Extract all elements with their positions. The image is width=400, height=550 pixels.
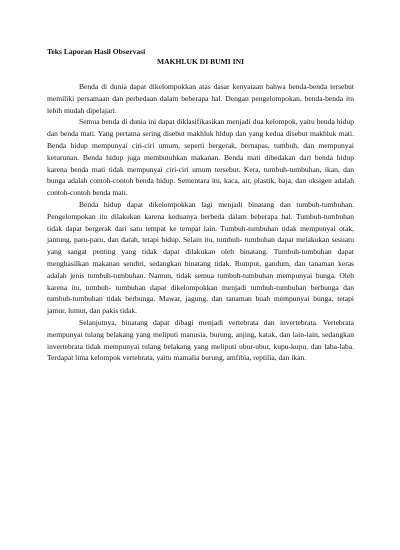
paragraph-1: Benda di dunia dapat dikelompokkan atas dasar kenyataan bahwa benda-benda tersebut memiliki persamaan dan perbedaan dalam beberapa hal. Dengan pengelompokan, benda-benda itu lebih mudah dipelajari. xyxy=(47,82,354,115)
document-label: Teks Laporan Hasil Observasi xyxy=(47,47,146,56)
paragraph-2: Semua benda di dunia ini dapat diklasifikasikan menjadi dua kelompok, yaitu benda hidup dan benda mati. Yang pertama sering disebut makhluk hidup dan yang kedua disebut makhluk mati. Benda hidup mempunyai ciri-ciri umum, seperti bergerak, bernapas, tumbuh, dan mempunyai keturunan. Benda hidup juga membutuhkan makanan. Benda mati dibedakan dari benda hidup karena benda mati tidak mempunyai ciri-ciri umum tersebut. Kera, tumbuh-tumbuhan, ikan, dan bunga adalah contoh-contoh benda hidup. Sementara itu, kaca, air, plastik, baja, dan oksigen adalah contoh-contoh benda mati. xyxy=(47,117,354,198)
paragraph-4: Selanjutnya, binatang dapat dibagi menjadi vertebrata dan invertebrata. Vertebrata mempunyai tulang belakang yang meliputi manusia, burung, anjing, katak, dan lain-lain, sedangkan invertebrata tidak mempunyai tulang belakang yang meliputi ubur-ubur, kupu-kupu, dan laba-laba. Terdapat lima kelompok vertebrata, yaitu mamalia burung, amfibia, reptilia, dan ikan. xyxy=(47,317,354,363)
paragraph-3: Benda hidup dapat dikelompokkan lagi menjadi binatang dan tumbuh-tumbuhan. Pengelompokan itu dilakukan karena keduanya berbeda dalam beberapa hal. Tumbuh-tumbuhan tidak dapat bergerak dari satu tempat ke tempat lain. Tumbuh-tumbuhan tidak mempunyai otak, jantung, paru-paru, dan darah, tetapi hidup. Selain itu, tumbuh- tumbuhan dapat melakukan sesuatu yang sangat penting yang tidak dapat dilakukan oleh binatang. Tumbuh-tumbuhan dapat menghasilkan makanan sendiri, sedangkan binatang tidak. Rumput, gandum, dan tanaman keras adalah jenis tumbuh-tumbuhan. Namun, tidak semua tumbuh-tumbuhan mempunyai bunga. Oleh karena itu, tumbuh- tumbuhan dapat dikelompokkan menjadi tumbuh-tumbuhan berbunga dan tumbuh-tumbuhan tidak berbunga. Mawar, jagung, dan tanaman buah mempunyai bunga, tetapi jamur, lumut, dan pakis tidak. xyxy=(47,199,354,316)
document-page xyxy=(47,47,354,364)
document-title: MAKHLUK DI BUMI INI xyxy=(156,57,245,66)
